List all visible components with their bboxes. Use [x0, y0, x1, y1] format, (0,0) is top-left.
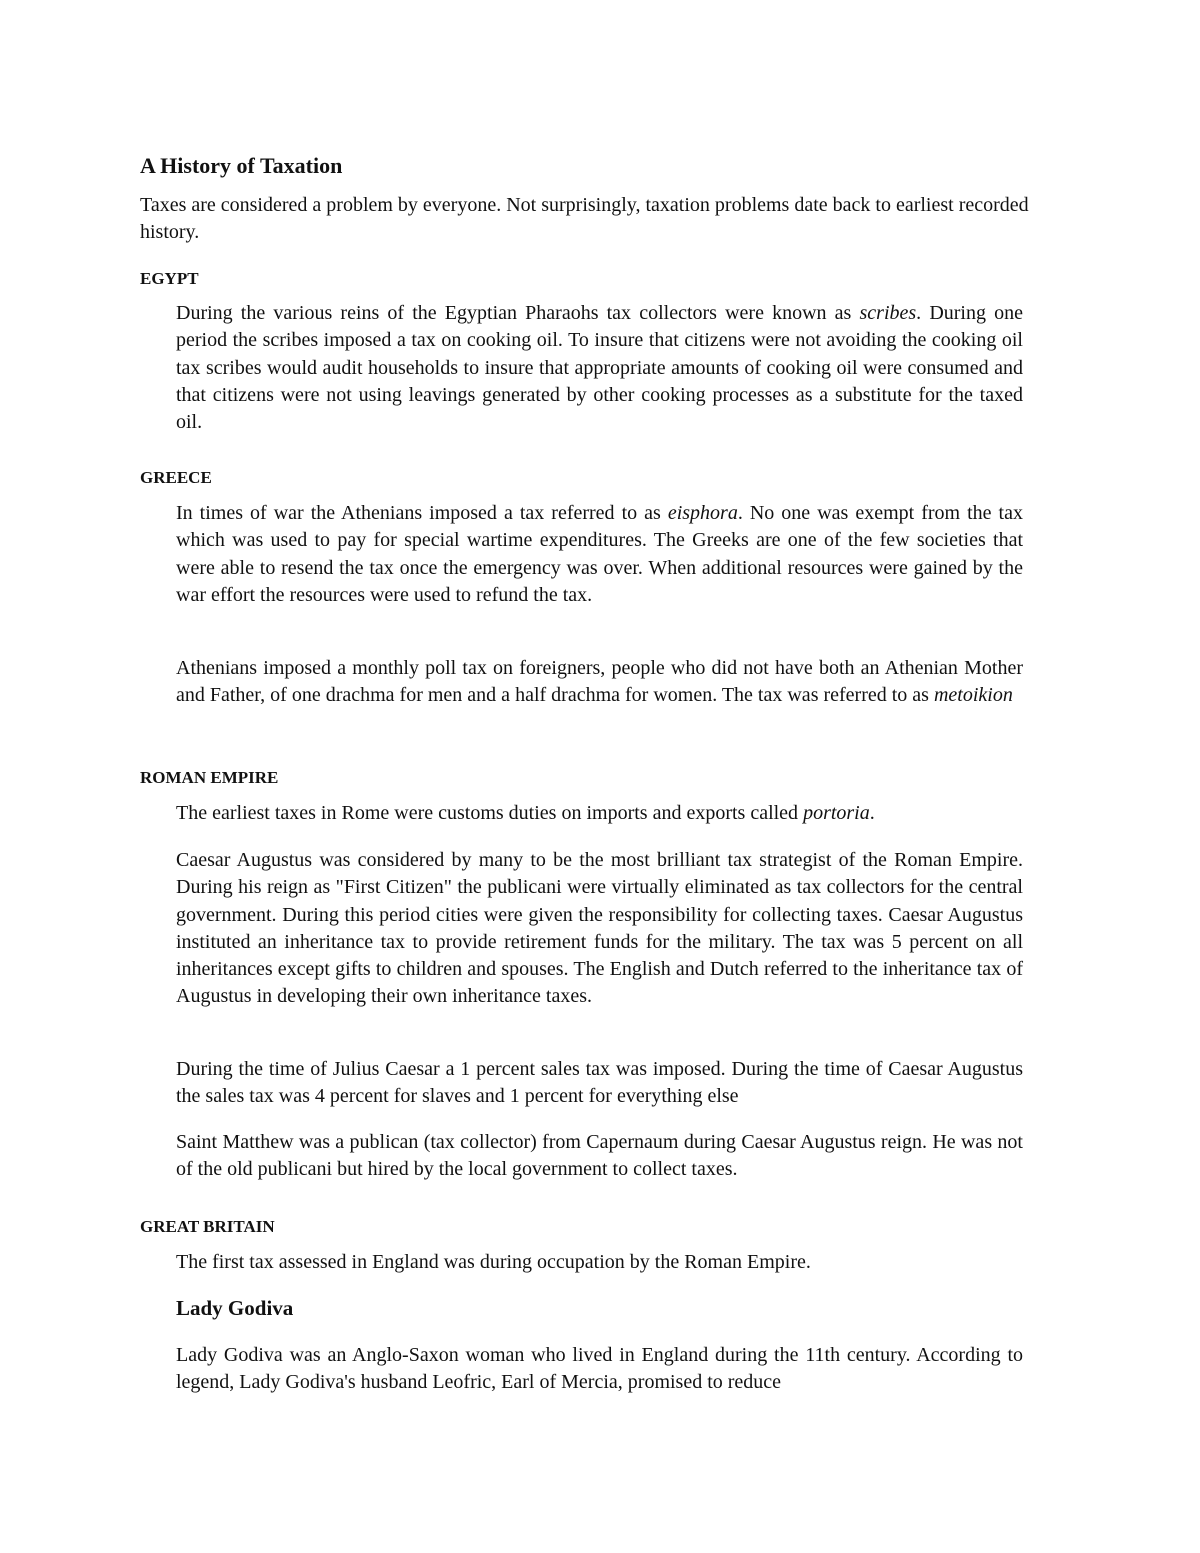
rome-p1-term: portoria: [803, 802, 870, 824]
greece-p1-text-a: In times of war the Athenians imposed a tax referred to as: [176, 502, 668, 524]
section-heading-greece: GREECE: [140, 468, 212, 487]
document-title: A History of Taxation: [140, 153, 343, 178]
section-heading-great-britain: GREAT BRITAIN: [140, 1217, 275, 1236]
greece-p2-text-a: Athenians imposed a monthly poll tax on foreigners, people who did not have both an Athenian Mother and Father, of one drachma for men and a half drachma for women. The tax was referred to as: [176, 657, 1023, 707]
egypt-paragraph-1: [176, 300, 1023, 436]
egypt-p1-term: scribes: [859, 302, 917, 324]
britain-paragraph-2: Lady Godiva was an Anglo-Saxon woman who lived in England during the 11th century. According to legend, Lady Godiva's husband Leofric, Earl of Mercia, promised to reduce: [176, 1344, 1023, 1394]
greece-paragraph-2: [176, 655, 1023, 710]
egypt-p1-text-b: . During one period the scribes imposed a tax on cooking oil. To insure that citizens were not avoiding the cooking oil tax scribes would audit households to insure that appropriate amounts of cooking oil were consumed and that citizens were not using leavings generated by other cooking processes as a substitute for the taxed oil.: [176, 302, 1023, 434]
section-heading-roman-empire: ROMAN EMPIRE: [140, 768, 279, 787]
subheading-lady-godiva: Lady Godiva: [176, 1296, 294, 1320]
greece-p1-text-b: . No one was exempt from the tax which was used to pay for special wartime expenditures. The Greeks are one of the few societies that were able to resend the tax once the emergency was over. When additional resources were gained by the war effort the resources were used to refund the tax.: [176, 502, 1023, 606]
rome-paragraph-3: During the time of Julius Caesar a 1 percent sales tax was imposed. During the time of Caesar Augustus the sales tax was 4 percent for slaves and 1 percent for everything else: [176, 1058, 1023, 1108]
egypt-p1-text-a: During the various reins of the Egyptian Pharaohs tax collectors were known as: [176, 302, 860, 324]
greece-p1-term: eisphora: [667, 502, 738, 524]
section-heading-egypt: EGYPT: [140, 269, 199, 288]
greece-p2-term: metoikion: [933, 684, 1013, 707]
rome-p1-text-a: The earliest taxes in Rome were customs duties on imports and exports called: [176, 802, 804, 824]
rome-p1-text-b: .: [869, 802, 875, 824]
rome-paragraph-1: [176, 800, 1023, 827]
intro-paragraph: Taxes are considered a problem by everyone. Not surprisingly, taxation problems date back to earliest recorded history.: [140, 194, 1029, 243]
rome-paragraph-2: Caesar Augustus was considered by many to be the most brilliant tax strategist of the Roman Empire. During his reign as "First Citizen" the publicani were virtually eliminated as tax collectors for the central government. During this period cities were given the responsibility for collecting taxes. Caesar Augustus instituted an inheritance tax to provide retirement funds for the military. The tax was 5 percent on all inheritances except gifts to children and spouses. The English and Dutch referred to the inheritance tax of Augustus in developing their own inheritance taxes.: [176, 849, 1023, 1008]
britain-paragraph-1: The first tax assessed in England was during occupation by the Roman Empire.: [176, 1251, 811, 1273]
rome-paragraph-4: Saint Matthew was a publican (tax collector) from Capernaum during Caesar Augustus reign. He was not of the old publicani but hired by the local government to collect taxes.: [176, 1131, 1023, 1181]
greece-paragraph-1: [176, 500, 1023, 609]
